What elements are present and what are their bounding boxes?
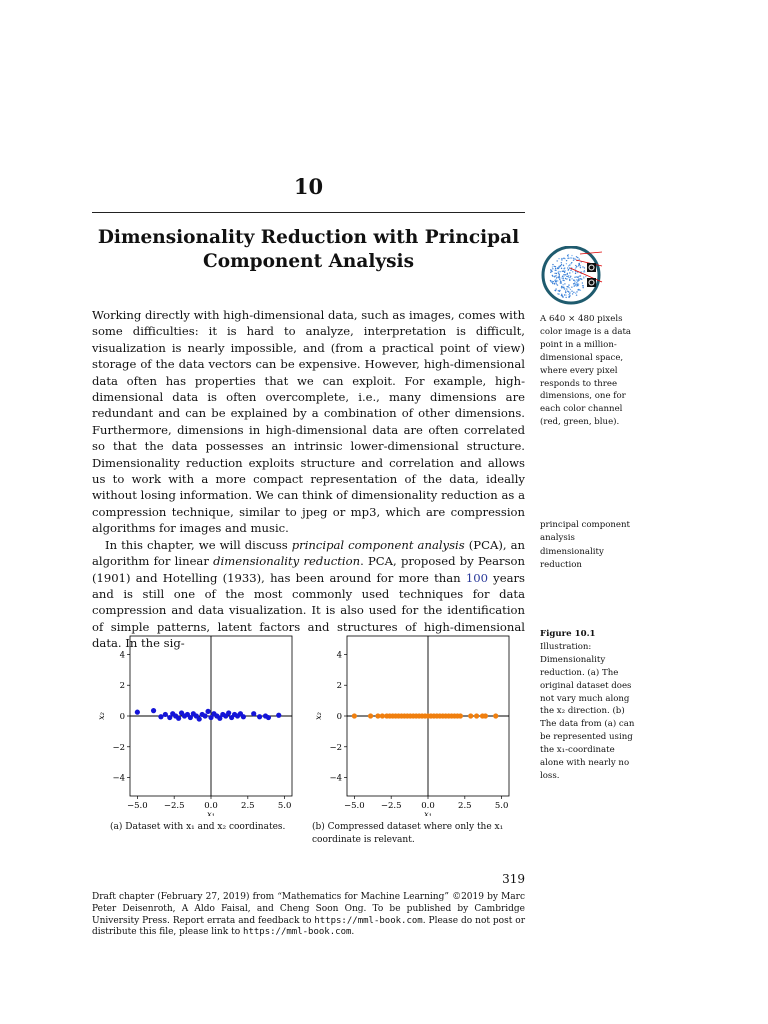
data-point	[158, 714, 163, 719]
x-tick-label: 0.0	[421, 801, 435, 811]
p2-text-3: . PCA, proposed by Pearson (1901) and Hotelling (1933), has been around for more than	[92, 554, 525, 585]
scatter-plot-a	[92, 628, 307, 816]
term-dimensionality-reduction: dimensionality reduction	[213, 554, 361, 569]
scatter-plot-b	[309, 628, 524, 816]
y-tick-label: 2	[119, 681, 125, 692]
footer-text-3: .	[351, 927, 355, 938]
data-point	[483, 713, 488, 718]
footer-link-1[interactable]: https://mml-book.com	[314, 915, 423, 926]
years-number: 100	[465, 570, 488, 585]
y-tick-label: 4	[336, 650, 342, 661]
x-tick-label: 5.0	[277, 801, 292, 811]
p2-text-4: years and is still one of the most commonly used techniques for data compression and data visualization. It is also used for the identification of simple patterns, latent factors and structures of high-dimensional data. In the sig-	[92, 570, 525, 651]
data-point	[266, 715, 271, 720]
y-tick-label: −4	[112, 773, 125, 784]
data-point	[276, 713, 281, 718]
data-point	[257, 714, 262, 719]
subcaption-b: (b) Compressed dataset where only the x₁ coordinate is relevant.	[312, 822, 504, 845]
data-point	[493, 713, 498, 718]
data-point	[458, 713, 463, 718]
margin-note-image: A 640 × 480 pixels color image is a data point in a million-dimensional space, where every pixel responds to three dimensions, one for each color channel (red, green, blue).	[540, 314, 632, 428]
data-point	[226, 710, 231, 715]
y-tick-label: 0	[119, 712, 125, 722]
data-point	[474, 713, 479, 718]
figure-caption-text: Illustration: Dimensionality reduction. (a) The original dataset does not vary much along the x₂ direction. (b) The data from (a) can be represented using the x₁-coordinate alone with nearly no loss.	[540, 641, 635, 781]
data-point	[203, 713, 208, 718]
pixel-cloud-icon	[540, 246, 604, 306]
paragraph-1: Working directly with high-dimensional data, such as images, comes with some difficulties: it is hard to analyze, interpretation is difficult, visualization is nearly impossible, and (from a practical point of view) storage of the data vectors can be expensive. However, high-dimensional data often has properties that we can exploit. For example, high-dimensional data is often overcomplete, i.e., many dimensions are redundant and can be explained by a combination of other dimensions. Furthermore, dimensions in high-dimensional data are often correlated so that the data possesses an intrinsic lower-dimensional structure. Dimensionality reduction exploits structure and correlation and allows us to work with a more compact representation of the data, ideally without losing information. We can think of dimensionality reduction as a compression technique, similar to jpeg or mp3, which are compression algorithms for images and music.	[92, 308, 525, 536]
x-axis-label: x₁	[207, 810, 215, 816]
x-tick-label: 0.0	[204, 801, 218, 811]
y-tick-label: −2	[112, 742, 125, 753]
y-tick-label: 4	[119, 650, 125, 661]
data-point	[352, 713, 357, 718]
p2-text-2: (PCA), an algorithm for linear	[92, 537, 525, 569]
footer-text-1: Draft chapter (February 27, 2019) from “Mathematics for Machine Learning” ©2019 by Marc Peter Deisenroth, A Aldo Faisal, and Cheng Soon Ong. To be published by Cambridge University Press. Report errata and feedback to	[92, 892, 525, 926]
x-tick-label: 2.5	[458, 801, 472, 811]
y-axis-label: x₂	[97, 712, 106, 720]
figure-label: Figure 10.1	[540, 629, 596, 639]
x-tick-label: −5.0	[344, 801, 365, 811]
p2-text-1: In this chapter, we will discuss	[105, 537, 292, 552]
data-point	[368, 713, 373, 718]
footer-text	[92, 892, 525, 939]
x-tick-label: −2.5	[380, 801, 402, 811]
y-axis-label: x₂	[314, 712, 323, 720]
margin-term-dimensionality-reduction: dimensionality reduction	[540, 547, 604, 570]
x-axis-label: x₁	[424, 810, 432, 816]
margin-term-pca: principal component analysis	[540, 520, 630, 543]
chapter-number: 10	[293, 174, 324, 199]
data-point	[135, 710, 140, 715]
x-tick-label: 2.5	[241, 801, 255, 811]
y-tick-label: 0	[336, 712, 342, 722]
y-tick-label: 2	[336, 681, 342, 692]
data-point	[468, 713, 473, 718]
data-point	[241, 714, 246, 719]
data-point	[151, 708, 156, 713]
data-point	[205, 709, 210, 714]
y-tick-label: −2	[329, 742, 342, 753]
x-tick-label: −5.0	[127, 801, 148, 811]
subcaption-a: (a) Dataset with x₁ and x₂ coordinates.	[110, 822, 286, 832]
chapter-rule	[92, 212, 525, 213]
term-pca: principal component analysis	[291, 537, 465, 552]
x-tick-label: −2.5	[163, 801, 185, 811]
data-point	[176, 716, 181, 721]
body-text	[92, 307, 525, 652]
footer-text-2: . Please do not post or distribute this file, please link to	[92, 915, 525, 938]
page-number: 319	[502, 872, 525, 886]
data-point	[251, 711, 256, 716]
footer-link-2[interactable]: https://mml-book.com	[243, 927, 352, 938]
y-tick-label: −4	[329, 773, 342, 784]
data-point	[197, 716, 202, 721]
x-tick-label: 5.0	[494, 801, 509, 811]
data-point	[163, 712, 168, 717]
figure-caption	[540, 628, 638, 783]
chapter-title: Dimensionality Reduction with Principal Component Analysis	[97, 227, 520, 272]
